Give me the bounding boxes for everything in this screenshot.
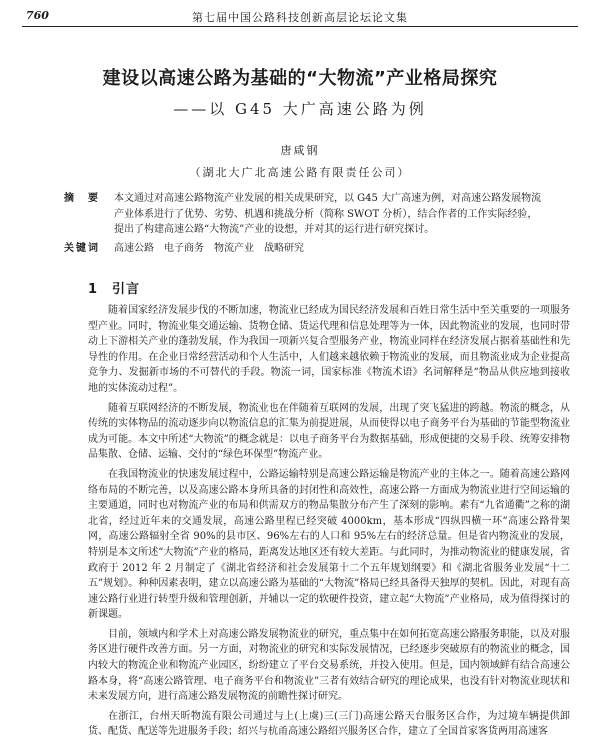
keywords-text: 高速公路 电子商务 物流产业 战略研究 [114, 242, 304, 254]
running-header [22, 6, 578, 27]
paragraph: 随着互联网经济的不断发展，物流业也在伴随着互联网的发展，出现了突飞猛进的跨越。物流的概念，从传统的实体物品的流动逐步向以物流信息的汇集为前提进展，从而使得以电子商务平台为基础的节能型物流业成为可能。本文中所述“大物流”的概念就是：以电子商务平台为数据基础，形成便捷的交易手段、统筹安排物品集散、仓储、运输、交付的“绿色环保型”物流产业。 [88, 402, 570, 461]
author-affiliation: （湖北大广北高速公路有限责任公司） [189, 166, 411, 179]
keywords-row [64, 241, 546, 257]
page-number: 760 [26, 9, 49, 22]
paragraph: 随着国家经济发展步伐的不断加速，物流业已经成为国民经济发展和百姓日常生活中至关重要的一项服务型产业。同时，物流业集交通运输、货物仓储、货运代理和信息处理等为一体，因此物流业的发展，也同时带动上下游相关产业的蓬勃发展，作为我国一项新兴复合型服务产业，物流业同样在经济发展占据着基础性和先导性的作用。在企业日常经营活动和个人生活中，人们越来越依赖于物流业的发展，而且物流业成为企业提高竞争力、发掘新市场的不可替代的手段。物流一词，国家标准《物流术语》名词解释是“物品从供应地到接收地的实体流动过程”。 [88, 305, 570, 394]
article-title: 建设以高速公路为基础的“大物流”产业格局探究 [102, 68, 498, 89]
paragraph: 目前，领域内和学术上对高速公路发展物流业的研究，重点集中在如何拓宽高速公路服务职能，以及对服务区进行硬件改善方面。另一方面，对物流业的研究和实际发展情况，已经逐步突破原有的物流业的概念，国内较大的物流企业和物流产业园区，纷纷建立了平台交易系统，并投入使用。但是，国内领域鲜有结合高速公路本身，将“高速公路管理、电子商务平台和物流业”三者有效结合研究的理论成果，也没有针对物流业现状和未来发展方向，进行高速公路发展物流的前瞻性探讨研究。 [88, 628, 570, 703]
abstract-label: 摘 要 [64, 193, 100, 204]
article-subtitle: ——以 G45 大广高速公路为例 [173, 100, 427, 118]
body-text [88, 303, 570, 744]
section-heading: 1 引言 [88, 282, 141, 297]
keywords-label: 关键词 [64, 242, 100, 254]
abstract-text: 本文通过对高速公路物流产业发展的相关成果研究，以 G45 大广高速为例，对高速公路发展物流产业体系进行了优势、劣势、机遇和挑战分析（简称 SWOT 分析），结合作者的工作实际经验，提出了构建高速公路“大物流”产业的设想，并对其的运行进行研究探讨。 [114, 193, 542, 235]
abstract-block [64, 191, 546, 256]
journal-title: 第七届中国公路科技创新高层论坛论文集 [192, 11, 408, 24]
paragraph: 在我国物流业的快速发展过程中，公路运输特别是高速公路运输是物流产业的主体之一。随着高速公路网络布局的不断完善，以及高速公路本身所具备的封闭性和高效性，高速公路一方面成为物流业进行空间运输的主要通道，同时也对物流产业的布局和供需双方的物品集散分布产生了深刻的影响。素有“九省通衢”之称的湖北省，经过近年来的交通发展，高速公路里程已经突破 4000km，基本形成“四纵四横一环”高速公路骨架网，高速公路辐射全省 90%的县市区、96%左右的人口和 95%左右的经济总量。但是省内物流业的发展，特别是本文所述“大物流”产业的格局，距离发达地区还有较大差距。与此同时，为推动物流业的健康发展，省政府于 2012 年 2 月制定了《湖北省经济和社会发展第十二个五年规划纲要》和《湖北省服务业发展“十二五”规划》。种种因素表明，建立以高速公路为基础的“大物流”格局已经具备得天独厚的契机。因此，对现有高速公路行业进行转型升级和管理创新，并辅以一定的软硬件投资，建立起“大物流”产业格局，成为值得探讨的新课题。 [88, 468, 570, 621]
paragraph: 在浙江，台州天昕物流有限公司通过与上(上虞)三(三门)高速公路天台服务区合作，为过境车辆提供卸货、配货、配送等先进服务手段；绍兴与杭甬高速公路绍兴服务区合作，建立了全国首家客货两用高速客 [88, 710, 570, 738]
author-name: 唐咸钢 [280, 144, 320, 157]
abstract-row [64, 191, 546, 238]
